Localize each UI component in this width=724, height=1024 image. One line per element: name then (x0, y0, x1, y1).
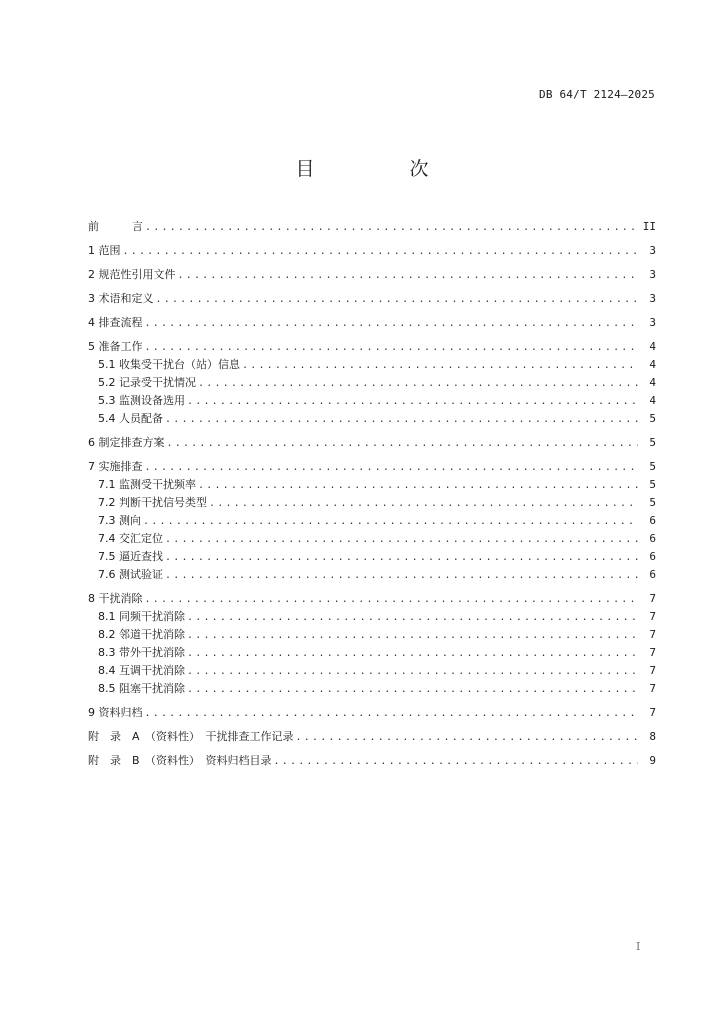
toc-entry-page: 5 (649, 412, 656, 425)
toc-entry-page: 4 (649, 376, 656, 389)
toc-leader-dots (165, 531, 638, 549)
toc-leader-dots (145, 705, 639, 723)
toc-leader-dots (274, 753, 638, 771)
toc-entry-page: 5 (649, 436, 656, 449)
toc-leader-dots (145, 315, 639, 333)
toc-leader-dots (165, 549, 638, 567)
toc-leader-dots (198, 375, 638, 393)
toc-entry-label: 8.3 带外干扰消除 (98, 646, 185, 659)
toc-entry-page: 3 (649, 244, 656, 257)
toc-entry-page: 4 (649, 340, 656, 353)
toc-entry-page: 7 (649, 682, 656, 695)
toc-entry-label: 5.4 人员配备 (98, 412, 163, 425)
toc-leader-dots (187, 609, 638, 627)
toc-entry-page: 7 (649, 664, 656, 677)
toc-entry[interactable] (88, 626, 656, 644)
toc-entry[interactable] (88, 434, 656, 452)
toc-entry-label: 2 规范性引用文件 (88, 268, 176, 281)
toc-entry-page: 3 (649, 316, 656, 329)
toc-entry[interactable] (88, 314, 656, 332)
toc-entry[interactable] (88, 266, 656, 284)
toc-entry-page: 5 (649, 496, 656, 509)
toc-entry[interactable] (88, 338, 656, 356)
toc-entry-page: 3 (649, 292, 656, 305)
toc-entry-page: 7 (649, 706, 656, 719)
toc-entry[interactable] (88, 704, 656, 722)
toc-entry-page: 8 (649, 730, 656, 743)
toc-entry[interactable] (88, 410, 656, 428)
toc-entry-page: 3 (649, 268, 656, 281)
toc-entry[interactable] (88, 476, 656, 494)
toc-entry-page: 5 (649, 478, 656, 491)
toc-entry-label: 7.5 逼近查找 (98, 550, 163, 563)
toc-entry-page: 6 (649, 532, 656, 545)
toc-entry[interactable] (88, 356, 656, 374)
table-of-contents (88, 218, 656, 770)
toc-entry[interactable] (88, 680, 656, 698)
toc-leader-dots (123, 243, 639, 261)
toc-entry-label: 7.3 测向 (98, 514, 141, 527)
toc-entry-label: 7.2 判断干扰信号类型 (98, 496, 207, 509)
toc-entry-label: 3 术语和定义 (88, 292, 154, 305)
toc-leader-dots (187, 645, 638, 663)
toc-entry-label: 附 录 A （资料性） 干扰排查工作记录 (88, 730, 294, 743)
toc-leader-dots (165, 411, 638, 429)
toc-leader-dots (167, 435, 639, 453)
toc-entry-label: 8.4 互调干扰消除 (98, 664, 185, 677)
toc-entry-label: 8.1 同频干扰消除 (98, 610, 185, 623)
toc-entry-page: 7 (649, 592, 656, 605)
toc-leader-dots (178, 267, 639, 285)
toc-leader-dots (145, 459, 639, 477)
standard-code: DB 64/T 2124—2025 (539, 88, 655, 101)
toc-entry[interactable] (88, 590, 656, 608)
toc-entry-label: 7 实施排查 (88, 460, 143, 473)
toc-entry-page: 6 (649, 550, 656, 563)
toc-leader-dots (143, 513, 638, 531)
toc-entry[interactable] (88, 728, 656, 746)
toc-entry-label: 7.4 交汇定位 (98, 532, 163, 545)
toc-entry-label: 1 范围 (88, 244, 121, 257)
toc-entry[interactable] (88, 458, 656, 476)
toc-entry-page: II (642, 220, 656, 233)
toc-entry-label: 5.3 监测设备选用 (98, 394, 185, 407)
toc-entry-page: 9 (649, 754, 656, 767)
toc-entry[interactable] (88, 392, 656, 410)
toc-leader-dots (165, 567, 638, 585)
toc-entry[interactable] (88, 374, 656, 392)
toc-entry-label: 附 录 B （资料性） 资料归档目录 (88, 754, 272, 767)
toc-entry-page: 4 (649, 394, 656, 407)
toc-entry-page: 6 (649, 514, 656, 527)
toc-entry[interactable] (88, 662, 656, 680)
toc-entry-label: 5.1 收集受干扰台（站）信息 (98, 358, 240, 371)
toc-entry[interactable] (88, 494, 656, 512)
toc-leader-dots (187, 627, 638, 645)
toc-entry[interactable] (88, 512, 656, 530)
toc-entry-label: 6 制定排查方案 (88, 436, 165, 449)
toc-leader-dots (187, 663, 638, 681)
toc-entry[interactable] (88, 608, 656, 626)
toc-entry-page: 7 (649, 628, 656, 641)
toc-entry[interactable] (88, 752, 656, 770)
toc-leader-dots (145, 339, 639, 357)
toc-entry[interactable] (88, 530, 656, 548)
toc-entry-page: 7 (649, 646, 656, 659)
toc-leader-dots (296, 729, 638, 747)
toc-leader-dots (198, 477, 638, 495)
toc-entry-page: 6 (649, 568, 656, 581)
toc-entry-label: 4 排查流程 (88, 316, 143, 329)
toc-entry-label: 8.5 阻塞干扰消除 (98, 682, 185, 695)
toc-entry-label: 8 干扰消除 (88, 592, 143, 605)
toc-leader-dots (145, 219, 638, 237)
toc-entry-label: 前 言 (88, 220, 143, 233)
toc-entry[interactable] (88, 644, 656, 662)
toc-entry-page: 7 (649, 610, 656, 623)
toc-entry-label: 5 准备工作 (88, 340, 143, 353)
toc-entry-label: 7.6 测试验证 (98, 568, 163, 581)
toc-leader-dots (187, 681, 638, 699)
toc-entry-label: 8.2 邻道干扰消除 (98, 628, 185, 641)
toc-leader-dots (156, 291, 639, 309)
toc-entry-page: 5 (649, 460, 656, 473)
toc-entry[interactable] (88, 290, 656, 308)
toc-leader-dots (242, 357, 638, 375)
toc-entry[interactable] (88, 242, 656, 260)
page-number: I (636, 940, 641, 953)
toc-entry-page: 4 (649, 358, 656, 371)
toc-leader-dots (209, 495, 638, 513)
toc-entry-label: 7.1 监测受干扰频率 (98, 478, 196, 491)
toc-leader-dots (187, 393, 638, 411)
toc-entry[interactable] (88, 548, 656, 566)
toc-entry[interactable] (88, 218, 656, 236)
toc-entry-label: 9 资料归档 (88, 706, 143, 719)
toc-leader-dots (145, 591, 639, 609)
toc-entry-label: 5.2 记录受干扰情况 (98, 376, 196, 389)
page-title: 目 次 (295, 158, 467, 180)
toc-entry[interactable] (88, 566, 656, 584)
